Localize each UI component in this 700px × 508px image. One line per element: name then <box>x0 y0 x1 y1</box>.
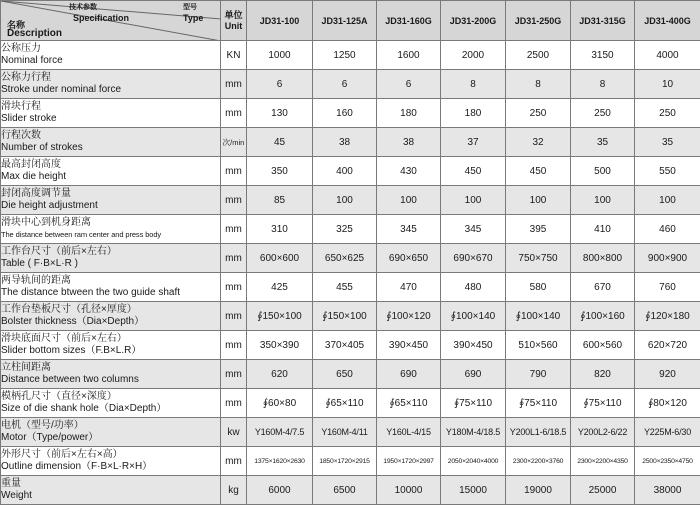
type-cn-label: 型号 <box>183 4 197 11</box>
description-cell <box>1 447 221 476</box>
unit-cell: mm <box>221 99 247 128</box>
value-cell: 345 <box>377 215 441 244</box>
model-header: JD31-200G <box>441 1 506 41</box>
unit-cn-label: 单位 <box>224 9 243 20</box>
value-cell: 100 <box>506 186 571 215</box>
unit-cell: mm <box>221 273 247 302</box>
value-cell: Y200L2-6/22 <box>571 418 635 447</box>
value-cell: 690 <box>377 360 441 389</box>
value-cell: 1950×1720×2997 <box>377 447 441 476</box>
description-cn: 立柱间距离 <box>1 362 51 373</box>
value-cell: Y180M-4/18.5 <box>441 418 506 447</box>
value-cell: 430 <box>377 157 441 186</box>
unit-cell: KN <box>221 41 247 70</box>
description-cn: 封闭高度调节量 <box>1 188 71 199</box>
table-row <box>1 157 700 186</box>
description-en: Number of strokes <box>1 142 83 153</box>
description-cell <box>1 215 221 244</box>
value-cell: 550 <box>635 157 700 186</box>
unit-cell: mm <box>221 447 247 476</box>
unit-header <box>221 1 247 41</box>
description-en: Distance between two columns <box>1 374 139 385</box>
value-cell: 425 <box>247 273 313 302</box>
table-row <box>1 128 700 157</box>
table-row <box>1 99 700 128</box>
value-cell: 6 <box>313 70 377 99</box>
value-cell: 2050×2040×4000 <box>441 447 506 476</box>
corner-header-cell <box>1 1 221 41</box>
value-cell: 395 <box>506 215 571 244</box>
description-cell <box>1 302 221 331</box>
description-label: Description <box>7 28 63 39</box>
table-row <box>1 273 700 302</box>
model-header: JD31-250G <box>506 1 571 41</box>
table-row <box>1 186 700 215</box>
value-cell: ∮75×110 <box>506 389 571 418</box>
value-cell: ∮100×160 <box>571 302 635 331</box>
description-cell <box>1 476 221 505</box>
value-cell: 35 <box>635 128 700 157</box>
unit-cell: mm <box>221 70 247 99</box>
value-cell: 6000 <box>247 476 313 505</box>
value-cell: 650 <box>313 360 377 389</box>
value-cell: 2300×2200×3760 <box>506 447 571 476</box>
description-cell <box>1 331 221 360</box>
table-row <box>1 331 700 360</box>
description-en: Bolster thickness（Dia×Depth） <box>1 316 145 327</box>
table-row <box>1 244 700 273</box>
value-cell: ∮75×110 <box>441 389 506 418</box>
value-cell: Y200L1-6/18.5 <box>506 418 571 447</box>
value-cell: 690×650 <box>377 244 441 273</box>
description-en: Size of die shank hole（Dia×Depth） <box>1 403 167 414</box>
value-cell: 100 <box>313 186 377 215</box>
description-cell <box>1 99 221 128</box>
value-cell: 180 <box>377 99 441 128</box>
value-cell: ∮100×140 <box>506 302 571 331</box>
value-cell: 6 <box>247 70 313 99</box>
description-cell <box>1 360 221 389</box>
description-cn: 滑块底面尺寸（前后×左右） <box>1 333 127 344</box>
value-cell: 100 <box>571 186 635 215</box>
value-cell: 480 <box>441 273 506 302</box>
description-cn: 最高封闭高度 <box>1 159 61 170</box>
description-cn: 滑块行程 <box>1 101 41 112</box>
description-cell <box>1 244 221 273</box>
value-cell: 3150 <box>571 41 635 70</box>
value-cell: 750×750 <box>506 244 571 273</box>
description-cn: 重量 <box>1 478 21 489</box>
params-cn-label: 技术参数 <box>69 4 97 11</box>
value-cell: 1375×1620×2630 <box>247 447 313 476</box>
description-cn: 行程次数 <box>1 130 41 141</box>
header-row <box>1 1 700 41</box>
value-cell: 35 <box>571 128 635 157</box>
value-cell: 8 <box>441 70 506 99</box>
description-cell <box>1 389 221 418</box>
value-cell: 250 <box>506 99 571 128</box>
value-cell: 900×900 <box>635 244 700 273</box>
value-cell: ∮100×120 <box>377 302 441 331</box>
value-cell: 690×670 <box>441 244 506 273</box>
value-cell: 6500 <box>313 476 377 505</box>
table-row <box>1 476 700 505</box>
value-cell: ∮65×110 <box>313 389 377 418</box>
description-cell <box>1 70 221 99</box>
value-cell: 760 <box>635 273 700 302</box>
model-header: JD31-100 <box>247 1 313 41</box>
table-row <box>1 389 700 418</box>
description-cn: 外形尺寸（前后×左右×高） <box>1 449 123 460</box>
unit-cell: mm <box>221 157 247 186</box>
unit-cell: 次/min <box>221 128 247 157</box>
value-cell: 2500 <box>506 41 571 70</box>
value-cell: Y160L-4/15 <box>377 418 441 447</box>
unit-cell: kg <box>221 476 247 505</box>
value-cell: 45 <box>247 128 313 157</box>
unit-cell: mm <box>221 360 247 389</box>
table-row <box>1 41 700 70</box>
value-cell: 600×600 <box>247 244 313 273</box>
value-cell: 38 <box>313 128 377 157</box>
value-cell: 2500×2350×4750 <box>635 447 700 476</box>
description-cn: 滑块中心到机身距离 <box>1 217 91 228</box>
description-cell <box>1 128 221 157</box>
value-cell: 37 <box>441 128 506 157</box>
value-cell: 455 <box>313 273 377 302</box>
value-cell: 325 <box>313 215 377 244</box>
value-cell: 650×625 <box>313 244 377 273</box>
value-cell: 500 <box>571 157 635 186</box>
table-row <box>1 360 700 389</box>
value-cell: ∮100×140 <box>441 302 506 331</box>
value-cell: ∮65×110 <box>377 389 441 418</box>
value-cell: ∮150×100 <box>247 302 313 331</box>
value-cell: 345 <box>441 215 506 244</box>
value-cell: ∮80×120 <box>635 389 700 418</box>
value-cell: 32 <box>506 128 571 157</box>
value-cell: ∮60×80 <box>247 389 313 418</box>
description-cn: 公称力行程 <box>1 72 51 83</box>
value-cell: 15000 <box>441 476 506 505</box>
value-cell: 400 <box>313 157 377 186</box>
value-cell: 370×405 <box>313 331 377 360</box>
value-cell: 620 <box>247 360 313 389</box>
description-cell <box>1 418 221 447</box>
value-cell: 470 <box>377 273 441 302</box>
value-cell: Y160M-4/11 <box>313 418 377 447</box>
unit-cell: kw <box>221 418 247 447</box>
value-cell: 460 <box>635 215 700 244</box>
description-en: Motor（Type/power） <box>1 432 99 443</box>
description-en: Die height adjustment <box>1 200 98 211</box>
spec-body <box>1 41 700 505</box>
value-cell: 10 <box>635 70 700 99</box>
value-cell: 38 <box>377 128 441 157</box>
value-cell: 160 <box>313 99 377 128</box>
description-cn: 工作台垫板尺寸（孔径×厚度） <box>1 304 137 315</box>
description-en: Stroke under nominal force <box>1 84 122 95</box>
value-cell: 6 <box>377 70 441 99</box>
description-en: Outline dimension（F·B×L·R×H） <box>1 461 153 472</box>
table-row <box>1 418 700 447</box>
value-cell: 100 <box>635 186 700 215</box>
value-cell: 180 <box>441 99 506 128</box>
description-en: Slider stroke <box>1 113 57 124</box>
description-cn: 模柄孔尺寸（直径×深度） <box>1 391 117 402</box>
value-cell: 250 <box>635 99 700 128</box>
value-cell: 350 <box>247 157 313 186</box>
value-cell: 790 <box>506 360 571 389</box>
description-en: The distance btween the two guide shaft <box>1 287 181 298</box>
value-cell: 1250 <box>313 41 377 70</box>
value-cell: 450 <box>506 157 571 186</box>
table-row <box>1 215 700 244</box>
table-row <box>1 302 700 331</box>
value-cell: ∮75×110 <box>571 389 635 418</box>
description-cell <box>1 157 221 186</box>
description-en: The distance between ram center and press body <box>1 230 162 239</box>
description-en: Table ( F·B×L·R ) <box>1 258 78 269</box>
value-cell: 390×450 <box>377 331 441 360</box>
description-en: Max die height <box>1 171 67 182</box>
value-cell: 920 <box>635 360 700 389</box>
value-cell: 25000 <box>571 476 635 505</box>
value-cell: 100 <box>377 186 441 215</box>
description-cell <box>1 186 221 215</box>
value-cell: 4000 <box>635 41 700 70</box>
value-cell: 1850×1720×2915 <box>313 447 377 476</box>
value-cell: 8 <box>571 70 635 99</box>
description-cell <box>1 273 221 302</box>
value-cell: Y225M-6/30 <box>635 418 700 447</box>
unit-en-label: Unit <box>224 20 243 31</box>
value-cell: 19000 <box>506 476 571 505</box>
value-cell: 670 <box>571 273 635 302</box>
table-row <box>1 70 700 99</box>
model-header: JD31-400G <box>635 1 700 41</box>
value-cell: 600×560 <box>571 331 635 360</box>
table-row <box>1 447 700 476</box>
value-cell: 510×560 <box>506 331 571 360</box>
value-cell: 8 <box>506 70 571 99</box>
model-header: JD31-125A <box>313 1 377 41</box>
description-en: Slider bottom sizes（F.B×L.R） <box>1 345 142 356</box>
value-cell: 690 <box>441 360 506 389</box>
unit-cell: mm <box>221 215 247 244</box>
value-cell: 1600 <box>377 41 441 70</box>
unit-cell: mm <box>221 331 247 360</box>
name-cn-label: 名称 <box>7 20 26 30</box>
unit-cell: mm <box>221 389 247 418</box>
value-cell: 820 <box>571 360 635 389</box>
value-cell: ∮150×100 <box>313 302 377 331</box>
value-cell: 310 <box>247 215 313 244</box>
value-cell: 2300×2200×4350 <box>571 447 635 476</box>
unit-cell: mm <box>221 302 247 331</box>
value-cell: Y160M-4/7.5 <box>247 418 313 447</box>
description-en: Weight <box>1 490 32 501</box>
description-en: Nominal force <box>1 55 63 66</box>
model-header: JD31-315G <box>571 1 635 41</box>
model-header: JD31-160G <box>377 1 441 41</box>
value-cell: 130 <box>247 99 313 128</box>
description-cn: 公称压力 <box>1 43 41 54</box>
value-cell: 38000 <box>635 476 700 505</box>
value-cell: 620×720 <box>635 331 700 360</box>
value-cell: 250 <box>571 99 635 128</box>
value-cell: 350×390 <box>247 331 313 360</box>
description-cn: 工作台尺寸（前后×左右） <box>1 246 117 257</box>
unit-cell: mm <box>221 244 247 273</box>
value-cell: 1000 <box>247 41 313 70</box>
value-cell: 2000 <box>441 41 506 70</box>
value-cell: 10000 <box>377 476 441 505</box>
value-cell: 85 <box>247 186 313 215</box>
description-cell <box>1 41 221 70</box>
type-en-label: Type <box>183 13 204 23</box>
description-cn: 电机（型号/功率） <box>1 420 84 431</box>
value-cell: ∮120×180 <box>635 302 700 331</box>
value-cell: 800×800 <box>571 244 635 273</box>
value-cell: 410 <box>571 215 635 244</box>
value-cell: 100 <box>441 186 506 215</box>
value-cell: 390×450 <box>441 331 506 360</box>
description-cn: 两导轨间的距离 <box>1 275 71 286</box>
value-cell: 580 <box>506 273 571 302</box>
value-cell: 450 <box>441 157 506 186</box>
unit-cell: mm <box>221 186 247 215</box>
specification-label: Specification <box>73 13 130 23</box>
